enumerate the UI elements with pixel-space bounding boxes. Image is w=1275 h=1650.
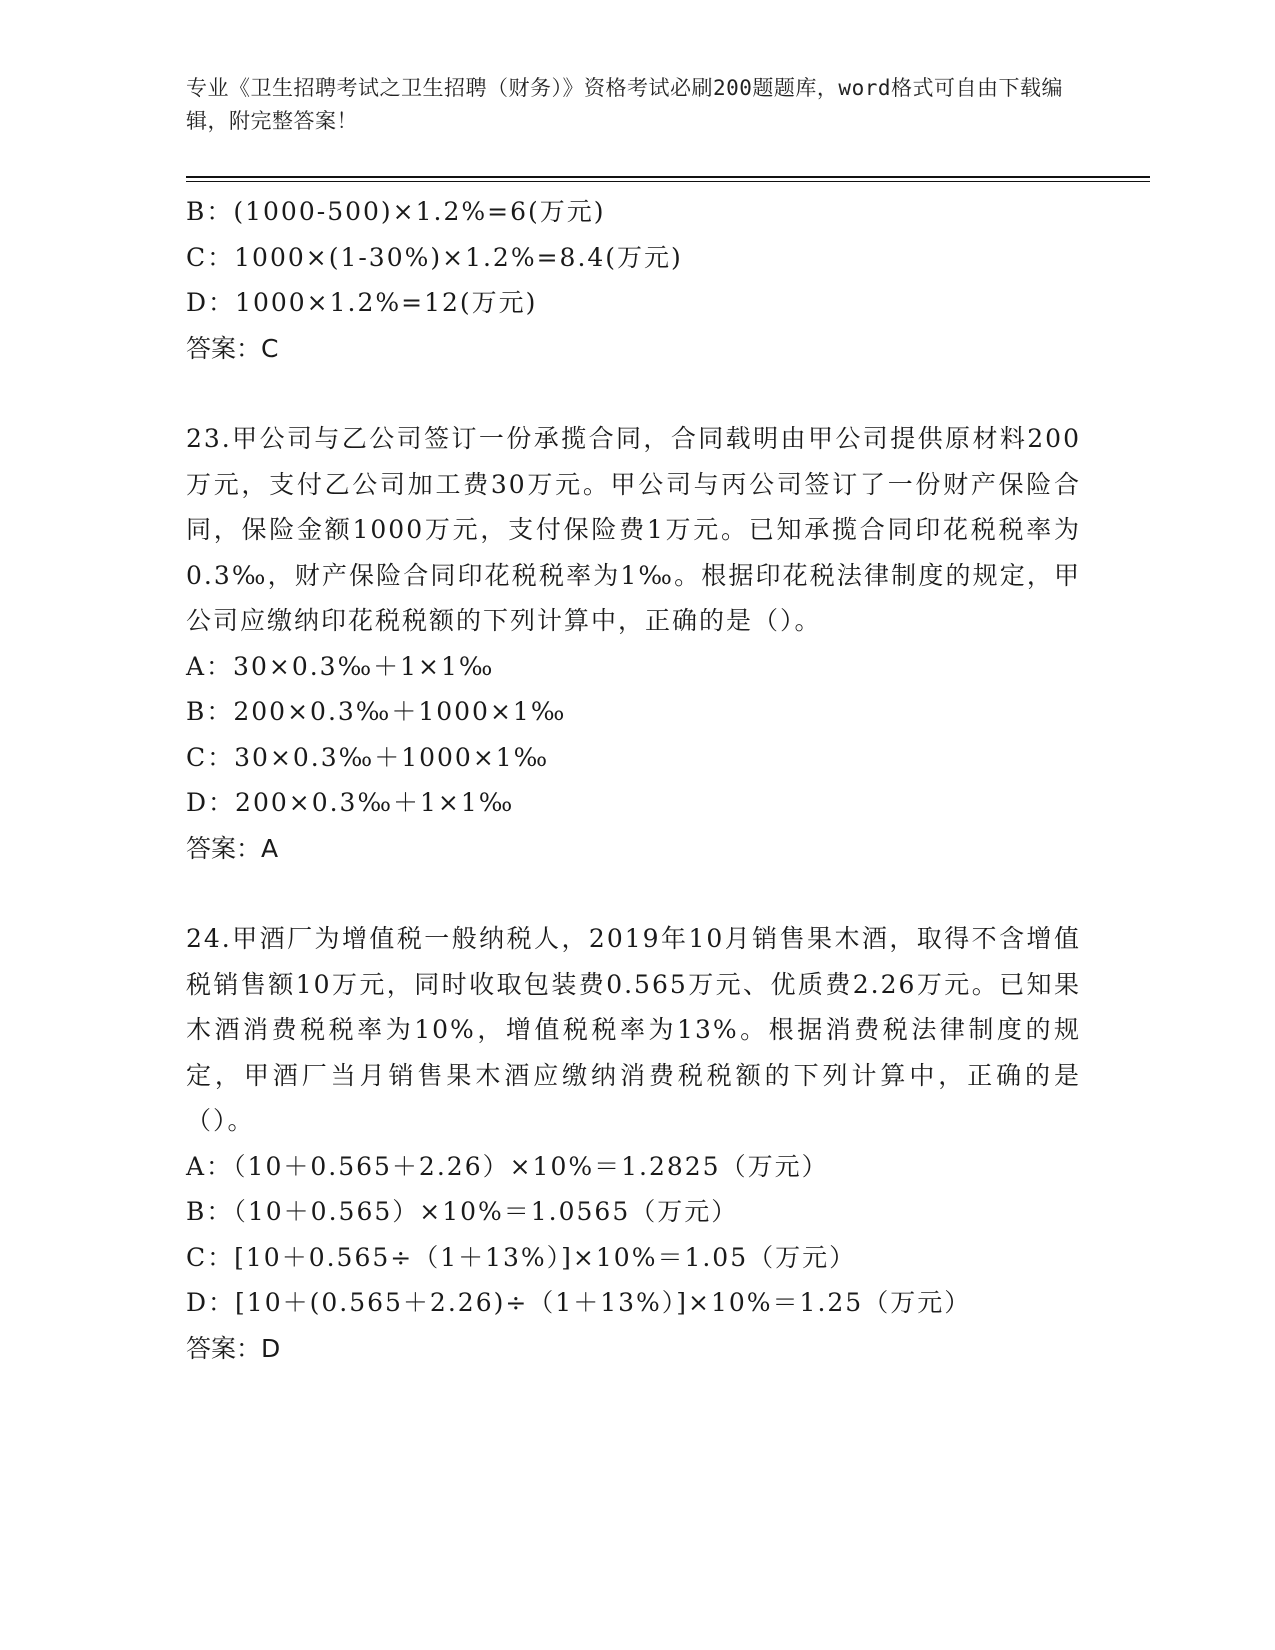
- option-c: C：[10＋0.565÷（1＋13%）]×10%＝1.05（万元）: [186, 1242, 857, 1272]
- option-d: D：[10＋(0.565＋2.26)÷（1＋13%）]×10%＝1.25（万元）: [186, 1288, 972, 1317]
- question-23: [186, 416, 1081, 871]
- document-body: [186, 189, 1081, 1371]
- answer-line: 答案：A: [186, 833, 279, 863]
- option-c: C：30×0.3‰＋1000×1‰: [186, 742, 550, 772]
- option-b: B：（10＋0.565）×10%＝1.0565（万元）: [186, 1197, 739, 1226]
- header-divider: [186, 176, 1150, 178]
- spacer: [186, 871, 1081, 916]
- header-divider-thin: [186, 181, 1150, 182]
- question-24: [186, 916, 1081, 1371]
- previous-question-continuation: [186, 189, 1081, 371]
- option-d: D：200×0.3‰＋1×1‰: [186, 788, 515, 817]
- answer-line: 答案：C: [186, 333, 279, 363]
- document-header: [186, 72, 1086, 138]
- option-d: D：1000×1.2%=12(万元): [186, 288, 538, 317]
- option-b: B：200×0.3‰＋1000×1‰: [186, 697, 567, 726]
- question-text: 23.甲公司与乙公司签订一份承揽合同，合同载明由甲公司提供原材料200万元，支付乙公司加工费30万元。甲公司与丙公司签订了一份财产保险合同，保险金额1000万元，支付保险费1万元。已知承揽合同印花税税率为0.3‰，财产保险合同印花税税率为1‰。根据印花税法律制度的规定，甲公司应缴纳印花税税额的下列计算中，正确的是（）。: [186, 424, 1081, 635]
- option-a: A：30×0.3‰＋1×1‰: [186, 651, 495, 681]
- spacer: [186, 371, 1081, 416]
- header-title: 专业《卫生招聘考试之卫生招聘（财务）》资格考试必刷200题题库，word格式可自由下载编辑，附完整答案！: [186, 76, 1063, 133]
- option-c: C：1000×(1-30%)×1.2%=8.4(万元): [186, 242, 683, 272]
- option-b: B：(1000-500)×1.2%=6(万元): [186, 197, 606, 226]
- answer-line: 答案：D: [186, 1333, 281, 1363]
- option-a: A：（10＋0.565＋2.26）×10%＝1.2825（万元）: [186, 1151, 829, 1181]
- question-text: 24.甲酒厂为增值税一般纳税人，2019年10月销售果木酒，取得不含增值税销售额10万元，同时收取包装费0.565万元、优质费2.26万元。已知果木酒消费税税率为10%，增值税税率为13%。根据消费税法律制度的规定，甲酒厂当月销售果木酒应缴纳消费税税额的下列计算中，正确的是（）。: [186, 924, 1081, 1135]
